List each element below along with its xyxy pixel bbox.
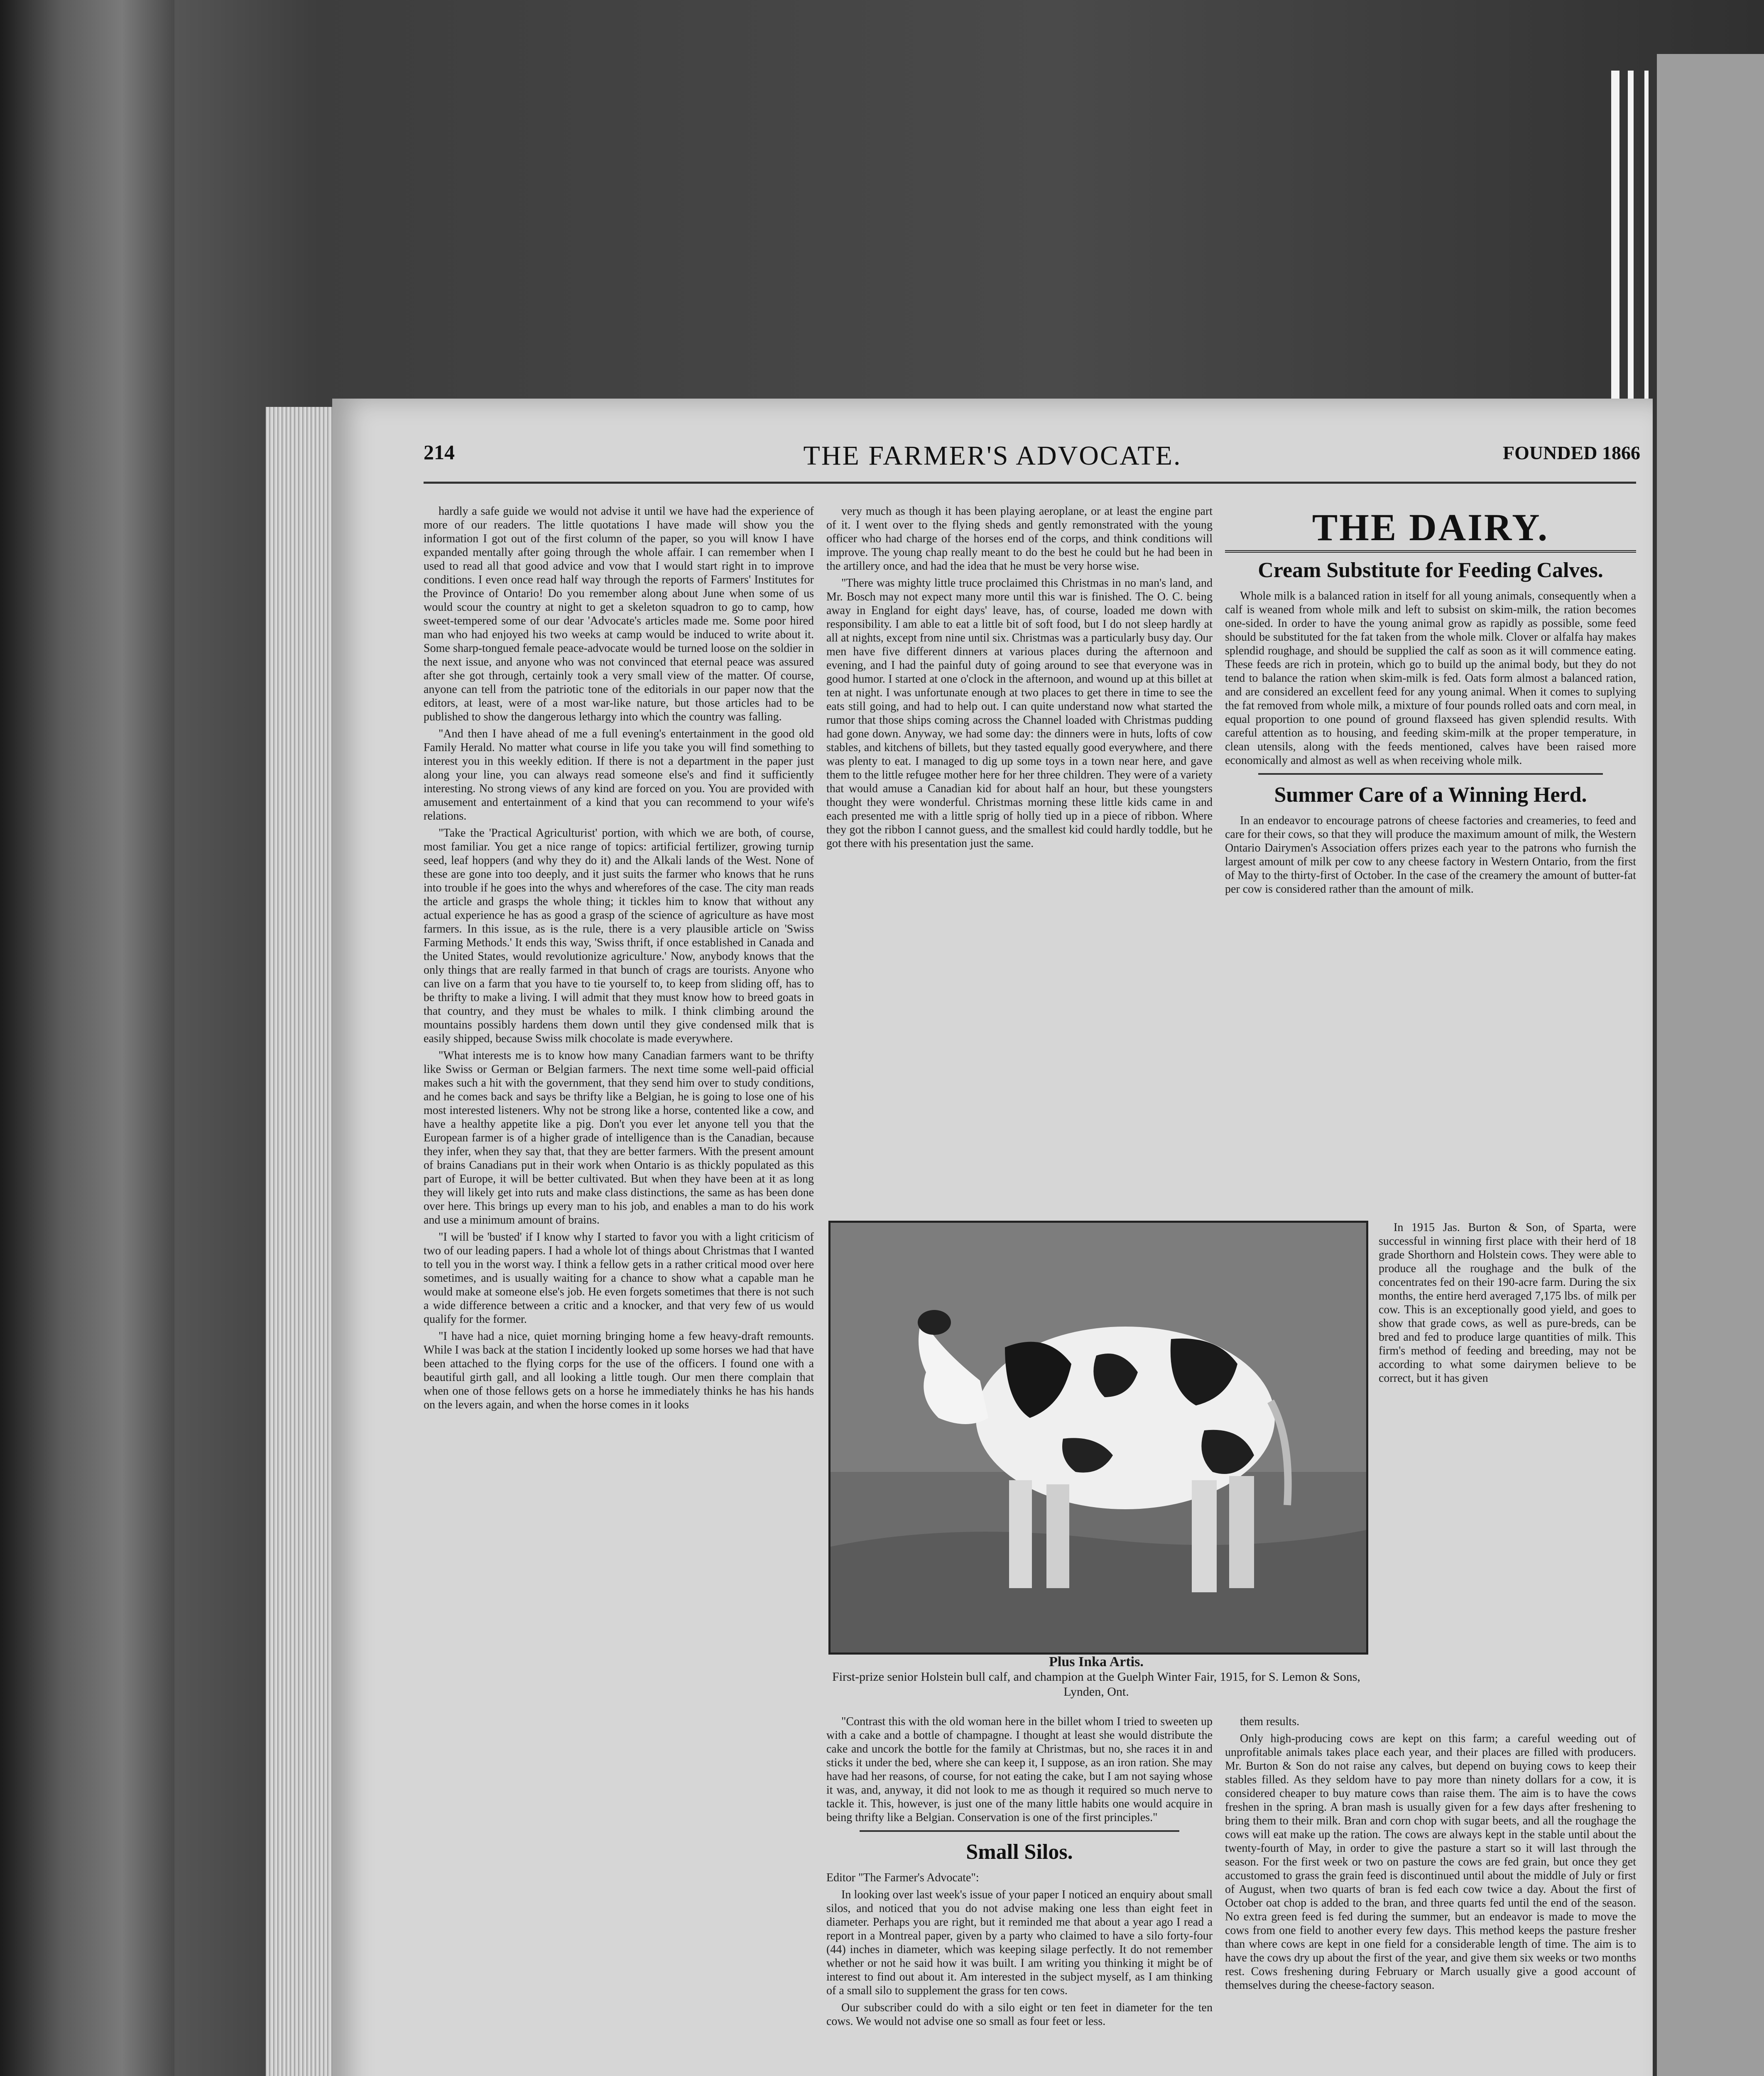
section-banner: THE DAIRY. <box>1225 504 1636 553</box>
paragraph: Only high-producing cows are kept on this farm; a careful weeding out of unprofitable animals takes place each year, and their places are filled with producers. Mr. Burton & Son do not raise any calves, but depend on buying cows to keep their stables filled. As they seldom have to pay more than ninety dollars for a cow, it is considered cheaper to buy mature cows than raise them. The aim is to have the cows freshen in the spring. A bran mash is usually given for a few days after freshening to bring them to their milk. Bran and corn chop with sugar beets, and all the roughage the cows will eat make up the ration. The cows are always kept in the stable until about the twenty-fourth of May, in order to give the pasture a start so it will last through the season. For the first week or two on pasture the cows are fed grain, but once they get accustomed to grass the grain feed is discontinued until about the middle of July or first of August, when two quarts of bran is fed each cow twice a day. About the first of October oat chop is added to the bran, and three quarts fed until the end of the season. No extra green feed is fed during the summer, but an endeavor is made to move the cows from one field to another every few days. This method keeps the pasture fresher than where cows are kept in one field for a considerable length of time. The aim is to have the cows dry up about the first of the year, and give them six weeks or two months rest. Cows freshening during February or March usually give a good account of themselves during the cheese-factory season. <box>1225 1732 1636 1992</box>
headline-summer-care: Summer Care of a Winning Herd. <box>1274 783 1587 807</box>
paragraph: "And then I have ahead of me a full evening's entertainment in the good old Family Herald. No matter what course in life you take you will find something to interest you in this weekly edition. If there is not a department in the paper just along your line, you can always read someone else's and find it sufficiently interesting. No strong views of any kind are forced on you. You are provided with amusement and entertainment of a kind that you can recommend to your wife's relations. <box>424 727 814 823</box>
paragraph: "Take the 'Practical Agriculturist' portion, with which we are both, of course, most familiar. You get a nice range of topics: artificial fertilizer, growing turnip seed, leaf hoppers (and why they do it) and the Alkali lands of the West. None of these are gone into too deeply, and it just suits the farmer who knows that he runs into trouble if he goes into the whys and wherefores of the case. The city man reads the article and grasps the whole thing; it tickles him to know that without any actual experience he has as good a grasp of the science of agriculture as have most farmers. In this issue, as is the rule, there is a very plausible article on 'Swiss Farming Methods.' It ends this way, 'Swiss thrift, if once established in Canada and the United States, would revolutionize agriculture.' Now, anybody knows that the only things that are really farmed in that bunch of crags are tourists. Anyone who can live on a farm that you have to tie yourself to, to keep from sliding off, has to be thrifty to make a living. I will admit that they must know how to breed goats in that country, and they must be whales to milk. I think climbing around the mountains possibly hardens them down until they give condensed milk that is easily shipped, because Swiss milk chocolate is made everywhere. <box>424 827 814 1045</box>
photo-caption-text: First-prize senior Holstein bull calf, and champion at the Guelph Winter Fair, 1915, for S. Lemon & Sons, Lynden, Ont. <box>832 1670 1360 1699</box>
column-2-lower <box>826 1715 1213 2076</box>
paragraph: "What interests me is to know how many Canadian farmers want to be thrifty like Swiss or German or Belgian farmers. The next time some well-paid official makes such a hit with the government, that they send him over to study conditions, and he comes back and says be thrifty like a Belgian, he is going to lose one of his most interested listeners. Why not be strong like a horse, contented like a cow, and have a healthy appetite like a pig. Don't you ever let anyone tell you that the European farmer is of a higher grade of intelligence than is the Canadian, because they infer, when they say that, that they are better farmers. With the present amount of brains Canadians put in their work when Ontario is as thickly populated as this part of Europe, it will be better cultivated. But when they have been at it as long they will likely get into ruts and make class distinctions, the same as has been done over here. This brings up every man to his job, and enables a man to do his work and use a minimum amount of brains. <box>424 1049 814 1227</box>
paragraph: hardly a safe guide we would not advise it until we have had the experience of more of our readers. The little quotations I have made will show you the information I got out of the first column of the paper, so you will know I have expanded mentally after going through the whole affair. I can remember when I used to read all that good advice and vow that I would start right in to improve conditions. I even once read half way through the reports of Farmers' Institutes for the Province of Ontario! Do you remember along about June when some of us would scour the country at night to get a skeleton squadron to go to camp, how sweet-tempered some of our dear 'Advocate's articles made me. Some poor hired man who had enjoyed his two weeks at camp would be induced to write about it. Some sharp-tongued female peace-advocate would be turned loose on the soldier in the next issue, and anyone who was not convinced that eternal peace was assured after she got through, certainly took a very small view of the matter. Of course, anyone can tell from the patriotic tone of the editorials in our paper now that the editors, at least, were of a most war-like nature, but those articles had to be published to show the dangerous lethargy into which the country was falling. <box>424 505 814 723</box>
editor-salutation: Editor "The Farmer's Advocate": <box>826 1871 979 1884</box>
page-number: 214 <box>424 441 455 464</box>
journal-title: THE FARMER'S ADVOCATE. <box>803 441 1182 471</box>
paragraph: "There was mighty little truce proclaimed this Christmas in no man's land, and Mr. Bosch may not expect many more until this war is finished. The O. C. being away in England for eight days' leave, has, of course, loaded me down with responsibility. I am able to eat a little bit of soft food, but I do not sleep hardly at all at nights, except from nine until six. Christmas was a particularly busy day. Our men have five different dinners at various places during the afternoon and evening, and I had the painful duty of going around to see that everyone was in good humor. I started at one o'clock in the afternoon, and wound up at this billet at ten at night. I was unfortunate enough at two places to get there in time to see the eats still going, and had to help out. I can quite understand now what started the rumor that those ships coming across the Channel loaded with Christmas pudding had gone down. Anyway, we had some day: the dinners were in huts, lofts of cow stables, and kitchens of billets, but they tasted equally good everywhere, and there was plenty to eat. I managed to dig up some toys in a town near here, and gave them to the little refugee mother here for her three children. They were of a variety that would amuse a Canadian kid for about half an hour, but these youngsters thought they were wonderful. Christmas morning these little kids came in and each presented me with a little sprig of holly tied up in a piece of ribbon. Where they got the ribbon I cannot guess, and the smallest kid could hardly toddle, but he got there with his presentation just the same. <box>826 577 1213 850</box>
running-head <box>332 440 1653 473</box>
scanner-left-shadow <box>0 0 174 2076</box>
book-page-stack <box>266 407 341 2076</box>
bull-photograph <box>828 1221 1368 1655</box>
column-3-lower <box>1225 1715 1636 2076</box>
paragraph: "Contrast this with the old woman here in the billet whom I tried to sweeten up with a cake and a bottle of champagne. I thought at least she would distribute the cake and uncork the bottle for the family at Christmas, but no, she races it in and sticks it under the bed, where she can keep it, I suppose, as an iron ration. She may have had her reasons, of course, for not eating the cake, but I am not saying whose it was, and, anyway, it did not look to me as though it required so much nerve to tackle it. This, however, is just one of the many little habits one would acquire in being thrifty like a Belgian. Conservation is one of the first principles." <box>826 1715 1213 1824</box>
headline-cream-substitute: Cream Substitute for Feeding Calves. <box>1258 558 1603 582</box>
facing-page-edge <box>1657 54 1764 2076</box>
column-1 <box>424 504 814 2076</box>
side-column <box>1379 1221 1636 1706</box>
paragraph: Whole milk is a balanced ration in itself for all young animals, consequently when a calf is weaned from whole milk and left to subsist on skim-milk, the ration becomes one-sided. In order to have the young animal grow as rapidly as possible, some feed should be substituted for the fat taken from the whole milk. Clover or alfalfa hay makes splendid roughage, and should be supplied the calf as soon as it will commence eating. These feeds are rich in protein, which go to build up the animal body, but they do not tend to balance the ration when skim-milk is fed. Oats form almost a balanced ration, and are considered an excellent feed for any young animal. When it comes to suplying the fat removed from whole milk, a mixture of four pounds rolled oats and corn meal, in equal proportion to one pound of ground flaxseed has given splendid results. With careful attention as to housing, and feeding skim-milk at the proper temperature, in clean utensils, along with the feeds mentioned, calves have been raised more economically and almost as well as when receiving whole milk. <box>1225 590 1636 767</box>
headline-small-silos: Small Silos. <box>966 1840 1073 1864</box>
photo-caption <box>826 1655 1366 1699</box>
paragraph: them results. <box>1240 1715 1300 1728</box>
paragraph: very much as though it has been playing aeroplane, or at least the engine part of it. I went over to the flying sheds and gently remonstrated with the young officer who had charge of the horses end of the corps, and think conditions will improve. The young chap really meant to do the best he could but he had been in the artillery once, and had the idea that he must be very horse wise. <box>826 505 1213 573</box>
article-divider <box>860 1830 1179 1832</box>
column-2 <box>826 504 1213 1214</box>
article-divider <box>1258 773 1603 775</box>
paragraph: Our subscriber could do with a silo eight or ten feet in diameter for the ten cows. We would not advise one so small as four feet or less. <box>826 2001 1213 2028</box>
dairy-section <box>1225 504 1636 1219</box>
paragraph: In 1915 Jas. Burton & Son, of Sparta, were successful in winning first place with their herd of 18 grade Shorthorn and Holstein cows. They were able to produce all the roughage and the bulk of the concentrates fed on their 190-acre farm. During the six months, the entire herd averaged 7,175 lbs. of milk per cow. This is an exceptionally good yield, and goes to show that grade cows, as well as pure-breds, can be bred and fed to produce large quantities of milk. This firm's method of feeding and breeding, may not be according to what some dairymen believe to be correct, but it has given <box>1379 1221 1636 1385</box>
paragraph: In an endeavor to encourage patrons of cheese factories and creameries, to feed and care for their cows, so that they will produce the maximum amount of milk, the Western Ontario Dairymen's Association offers prizes each year to the patrons who furnish the largest amount of milk per cow to any cheese factory in Western Ontario, from the first of May to the thirty-first of October. In the case of the creamery the amount of butter-fat per cow is considered rather than the amount of milk. <box>1225 814 1636 896</box>
paragraph: In looking over last week's issue of your paper I noticed an enquiry about small silos, and noticed that you do not advise making one less than eight feet in diameter. Perhaps you are right, but it reminded me that about a year ago I read a report in a Montreal paper, given by a party who claimed to have a silo forty-four (44) inches in diameter, which was keeping silage perfectly. It do not remember whether or not he said how it was built. I am writing you thinking it might be of interest to find out about it. Am interested in the subject myself, as I am thinking of a small silo to supplement the grass for ten cows. <box>826 1888 1213 1997</box>
newspaper-page <box>332 399 1653 2076</box>
paragraph: "I will be 'busted' if I know why I started to favor you with a light criticism of two of our leading papers. I had a whole lot of things about Christmas that I wanted to tell you in the worst way. I think a fellow gets in a rather critical mood over here sometimes, and is usually waiting for a chance to show what a capable man he would make at someone else's job. He even forgets sometimes that there is not such a wide difference between a critic and a knocker, and that very few of us would qualify for the former. <box>424 1231 814 1326</box>
paragraph: "I have had a nice, quiet morning bringing home a few heavy-draft remounts. While I was back at the station I incidently looked up some horses we had that have been attached to the flying corps for the use of the officers. I found one with a beautiful girth gall, and all looking a little tough. Our men there complain that when one of those fellows gets on a horse he immediately thinks he has his hands on the levers again, and when the horse comes in it looks <box>424 1330 814 1411</box>
holstein-bull-image <box>831 1223 1366 1652</box>
header-rule <box>424 482 1636 484</box>
founded-year: FOUNDED 1866 <box>1503 442 1640 463</box>
photo-title: Plus Inka Artis. <box>1049 1654 1144 1670</box>
